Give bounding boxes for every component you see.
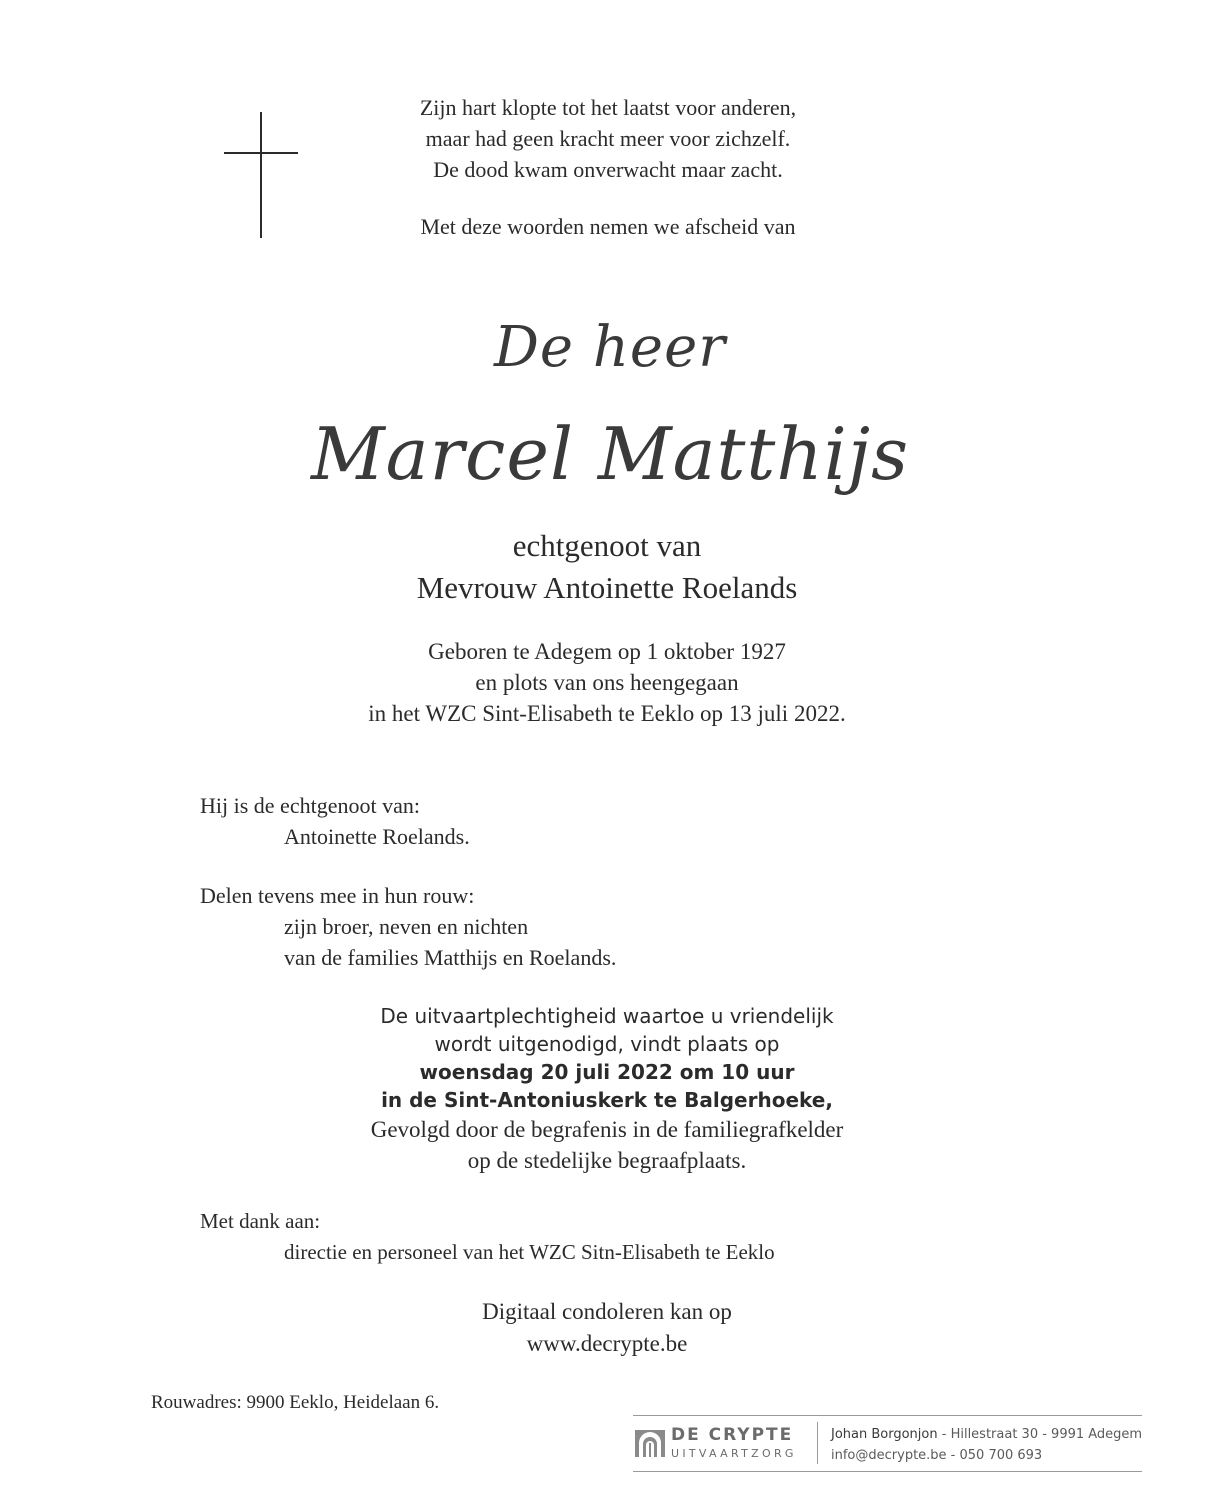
deceased-title: De heer xyxy=(494,315,726,380)
condolence-website-link[interactable]: www.decrypte.be xyxy=(526,1331,688,1356)
ceremony-intro: wordt uitgenodigd, vindt plaats op xyxy=(434,1032,780,1056)
spouse-heading: Hij is de echtgenoot van: xyxy=(200,793,420,818)
death-line: en plots van ons heengegaan xyxy=(475,670,739,695)
thanks-text: directie en personeel van het WZC Sitn-Elisabeth te Eeklo xyxy=(284,1240,775,1264)
mourners-heading: Delen tevens mee in hun rouw: xyxy=(200,883,475,908)
burial-line: op de stedelijke begraafplaats. xyxy=(467,1148,747,1173)
spouse-name: Mevrouw Antoinette Roelands xyxy=(416,570,798,605)
burial-info xyxy=(300,1114,914,1176)
footer-contact xyxy=(831,1424,1142,1466)
poem-line: De dood kwam onverwacht maar zacht. xyxy=(433,157,783,182)
mourners-entry: zijn broer, neven en nichten xyxy=(284,914,529,939)
funeral-home-subtitle: UITVAARTZORG xyxy=(671,1447,797,1460)
footer-divider xyxy=(817,1422,818,1464)
poem-line: maar had geen kracht meer voor zichzelf. xyxy=(425,126,791,151)
ceremony-intro: De uitvaartplechtigheid waartoe u vriendelijk xyxy=(380,1004,834,1028)
crypte-arch-logo-icon xyxy=(635,1430,665,1457)
condolence-section xyxy=(300,1296,914,1360)
birth-line: Geboren te Adegem op 1 oktober 1927 xyxy=(428,639,786,664)
condolence-text: Digitaal condoleren kan op xyxy=(482,1299,732,1324)
poem-line: Zijn hart klopte tot het laatst voor anderen, xyxy=(419,95,797,120)
mourners-section xyxy=(200,880,616,973)
funeral-home-footer xyxy=(633,1415,1142,1472)
spouse-section xyxy=(200,790,470,852)
thanks-heading: Met dank aan: xyxy=(200,1209,321,1233)
funeral-home-name: DE CRYPTE xyxy=(671,1425,794,1445)
cross-icon xyxy=(224,112,298,238)
ceremony-location: in de Sint-Antoniuskerk te Balgerhoeke, xyxy=(381,1088,833,1112)
mourners-entry: van de families Matthijs en Roelands. xyxy=(284,945,617,970)
burial-line: Gevolgd door de begrafenis in de familiegrafkelder xyxy=(370,1117,844,1142)
death-place-line: in het WZC Sint-Elisabeth te Eeklo op 13 juli 2022. xyxy=(368,701,846,726)
poem xyxy=(340,92,876,185)
contact-name: Johan Borgonjon xyxy=(831,1427,938,1442)
spouse-intro: echtgenoot van xyxy=(512,528,702,563)
spouse-entry: Antoinette Roelands. xyxy=(284,824,470,849)
mourning-address: Rouwadres: 9900 Eeklo, Heidelaan 6. xyxy=(151,1392,440,1413)
spouse-block xyxy=(300,525,914,609)
contact-email-phone: info@decrypte.be - 050 700 693 xyxy=(831,1448,1043,1463)
life-dates xyxy=(300,636,914,729)
ceremony-info xyxy=(300,1002,914,1114)
farewell-text: Met deze woorden nemen we afscheid van xyxy=(420,214,796,239)
deceased-name: Marcel Matthijs xyxy=(310,412,910,496)
ceremony-date-time: woensdag 20 juli 2022 om 10 uur xyxy=(419,1060,795,1084)
contact-address: - Hillestraat 30 - 9991 Adegem xyxy=(937,1427,1143,1442)
thanks-section xyxy=(200,1206,775,1268)
